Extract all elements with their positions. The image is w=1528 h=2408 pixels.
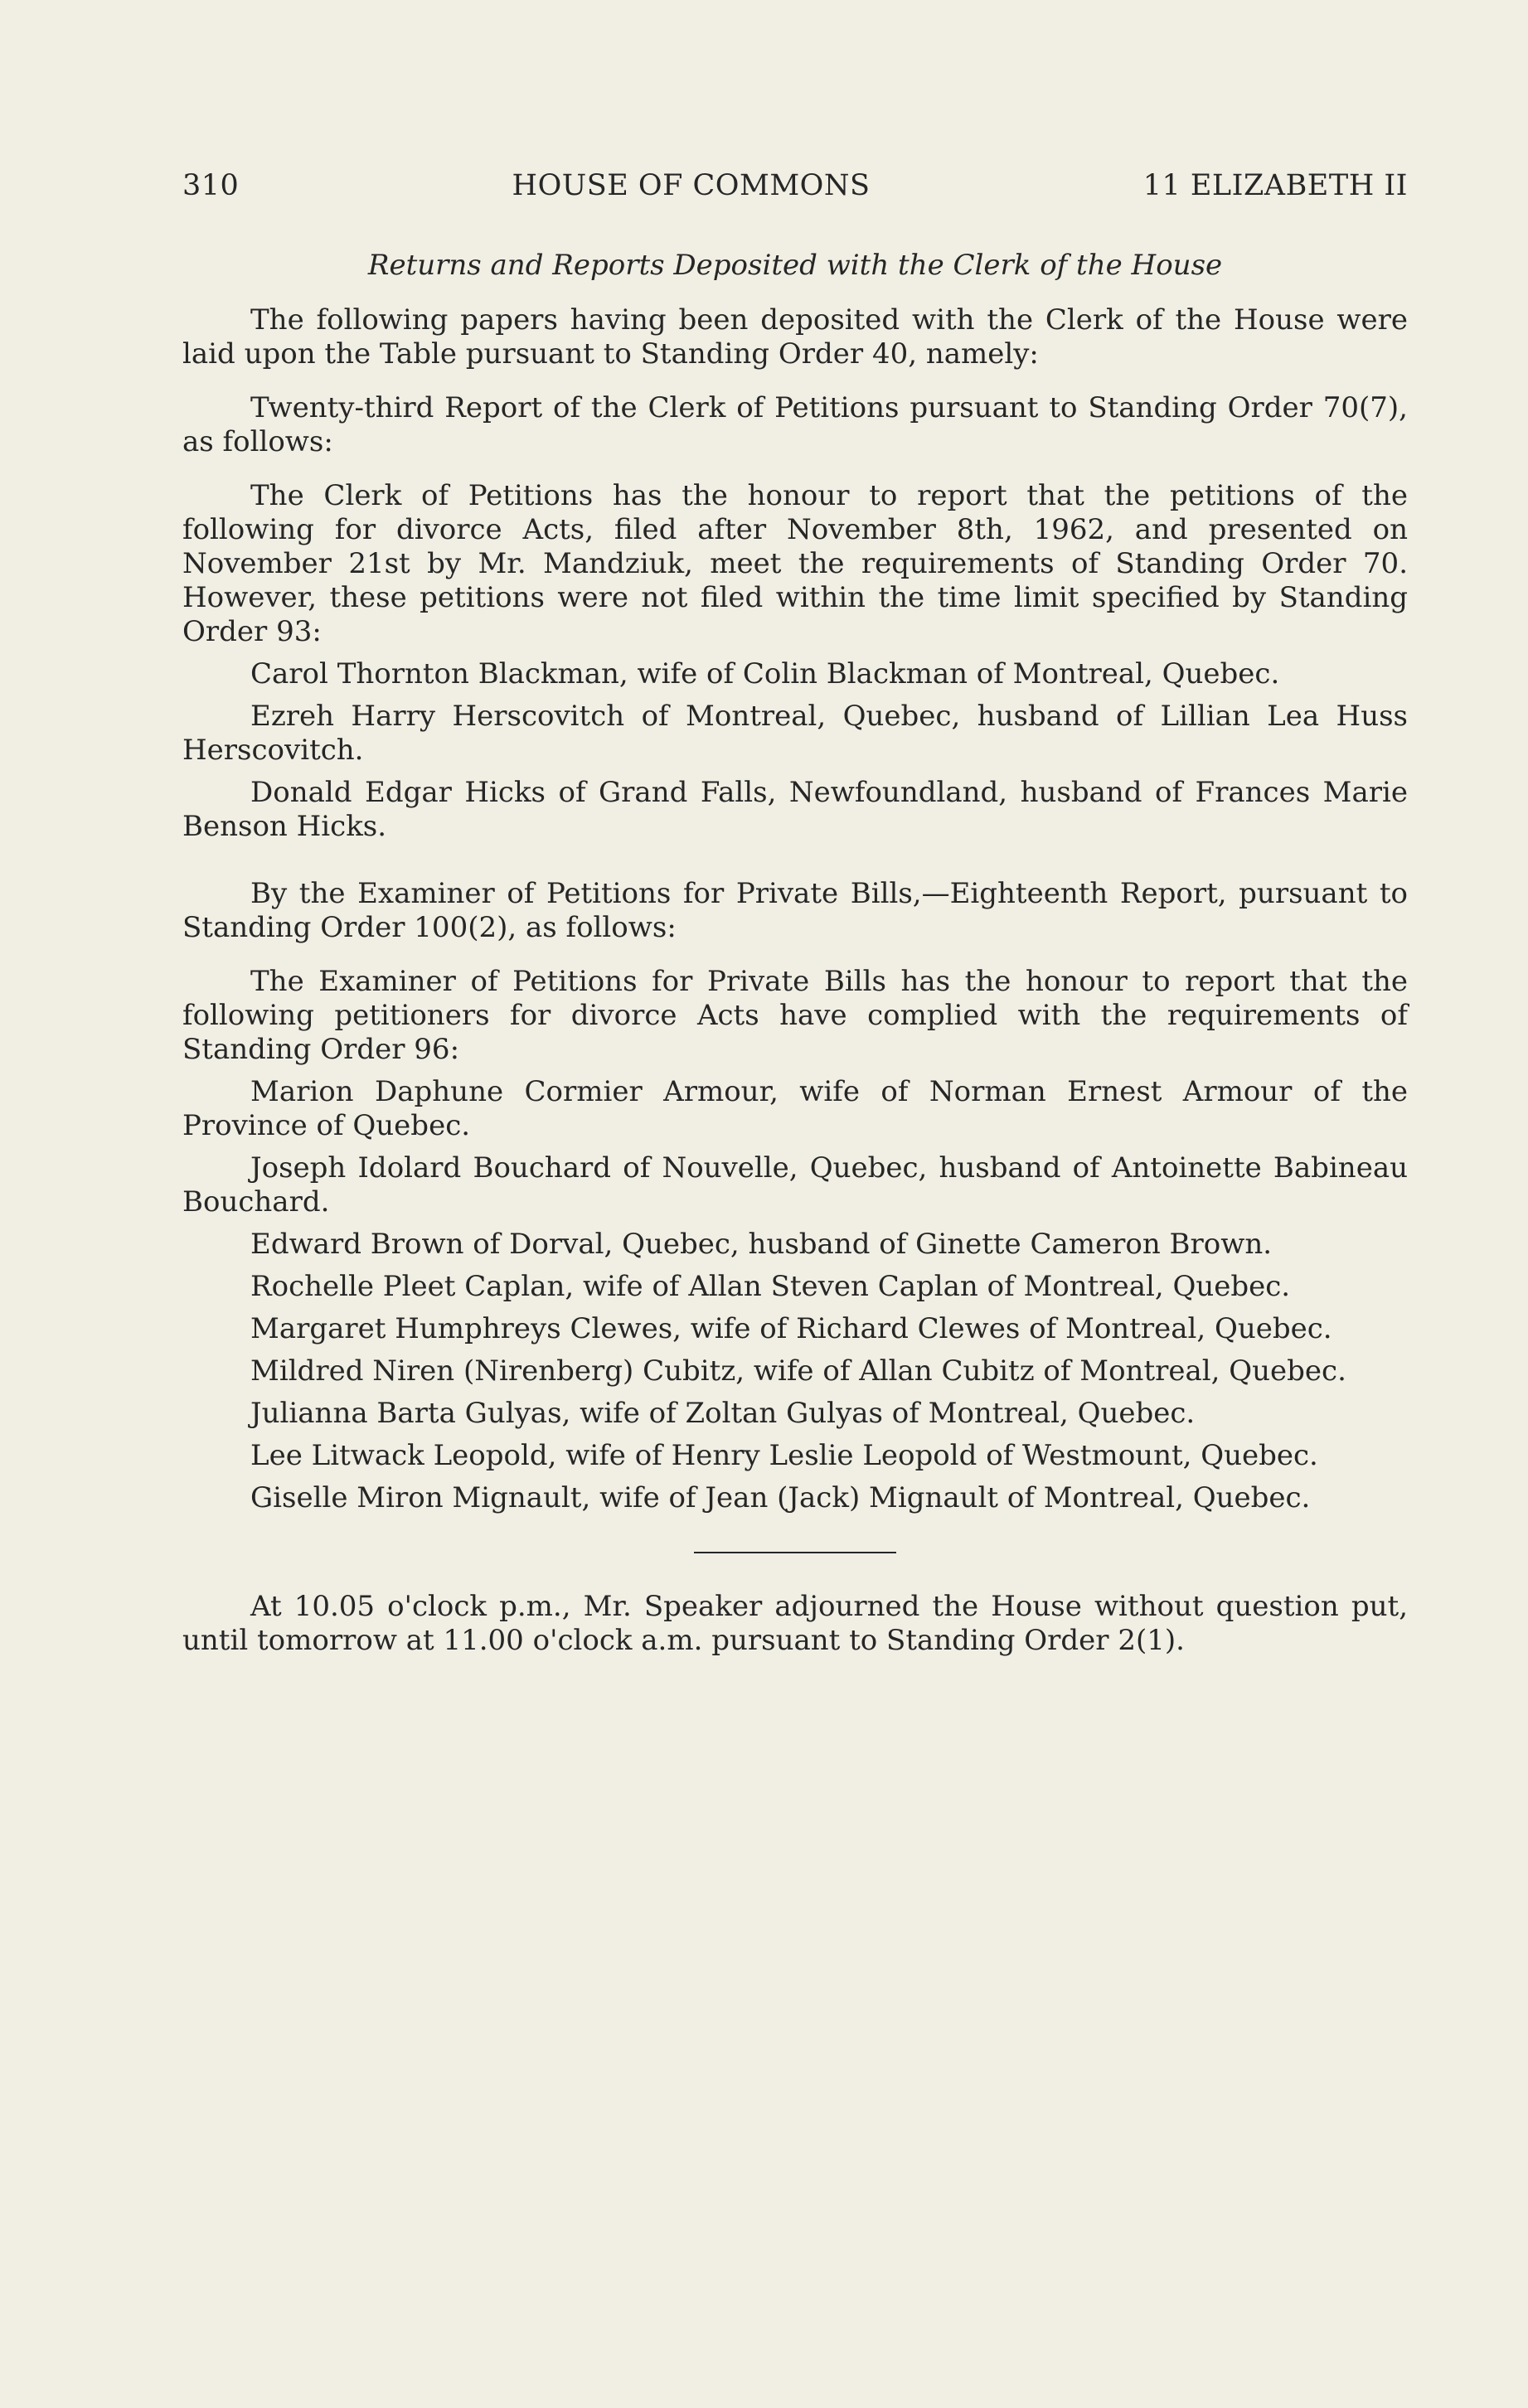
report-1-title: Twenty-third Report of the Clerk of Petitions pursuant to Standing Order 70(7), as follows: [182,391,1408,458]
petitioner-entry: Giselle Miron Mignault, wife of Jean (Jack) Mignault of Montreal, Quebec. [250,1481,1311,1514]
petitioner-entry: Carol Thornton Blackman, wife of Colin Blackman of Montreal, Quebec. [250,657,1280,690]
regnal-year: 11 ELIZABETH II [1142,169,1408,202]
petitioner-entry: Julianna Barta Gulyas, wife of Zoltan Gulyas of Montreal, Quebec. [250,1397,1196,1430]
journal-page [182,166,1408,1658]
report-1-body: The Clerk of Petitions has the honour to report that the petitions of the following for divorce Acts, filed after November 8th, 1962, and presented on November 21st by Mr. Mandziuk, meet the requirements of Standing Order 70. However, these petitions were not filed within the time limit specified by Standing Order 93: [182,479,1408,648]
section-heading: Returns and Reports Deposited with the Clerk of the House [367,249,1223,282]
petitioner-entry: Ezreh Harry Herscovitch of Montreal, Quebec, husband of Lillian Lea Huss Herscovitch. [182,700,1408,767]
intro-paragraph: The following papers having been deposited with the Clerk of the House were laid upon the Table pursuant to Standing Order 40, namely: [182,303,1408,371]
petitioner-entry: Margaret Humphreys Clewes, wife of Richard Clewes of Montreal, Quebec. [250,1312,1332,1345]
petitioner-entry: Rochelle Pleet Caplan, wife of Allan Steven Caplan of Montreal, Quebec. [250,1270,1291,1303]
petitioner-entry: Mildred Niren (Nirenberg) Cubitz, wife of Allan Cubitz of Montreal, Quebec. [250,1354,1346,1388]
report-2-title: By the Examiner of Petitions for Private Bills,—Eighteenth Report, pursuant to Standing Order 100(2), as follows: [182,877,1408,944]
running-title: HOUSE OF COMMONS [512,169,871,202]
report-2-body: The Examiner of Petitions for Private Bills has the honour to report that the following petitioners for divorce Acts have complied with the requirements of Standing Order 96: [182,965,1408,1066]
petitioner-entry: Marion Daphune Cormier Armour, wife of Norman Ernest Armour of the Province of Quebec. [182,1075,1408,1142]
petitioner-entry: Joseph Idolard Bouchard of Nouvelle, Quebec, husband of Antoinette Babineau Bouchard. [182,1151,1408,1219]
adjournment-paragraph: At 10.05 o'clock p.m., Mr. Speaker adjourned the House without question put, until tomorrow at 11.00 o'clock a.m. pursuant to Standing Order 2(1). [182,1590,1408,1657]
petitioner-entry: Lee Litwack Leopold, wife of Henry Leslie Leopold of Westmount, Quebec. [250,1439,1318,1472]
running-head [182,166,1408,206]
petitioner-entry: Edward Brown of Dorval, Quebec, husband of Ginette Cameron Brown. [250,1228,1273,1261]
petitioner-entry: Donald Edgar Hicks of Grand Falls, Newfoundland, husband of Frances Marie Benson Hicks. [182,776,1408,843]
section-divider [694,1552,896,1553]
page-number: 310 [182,169,240,202]
